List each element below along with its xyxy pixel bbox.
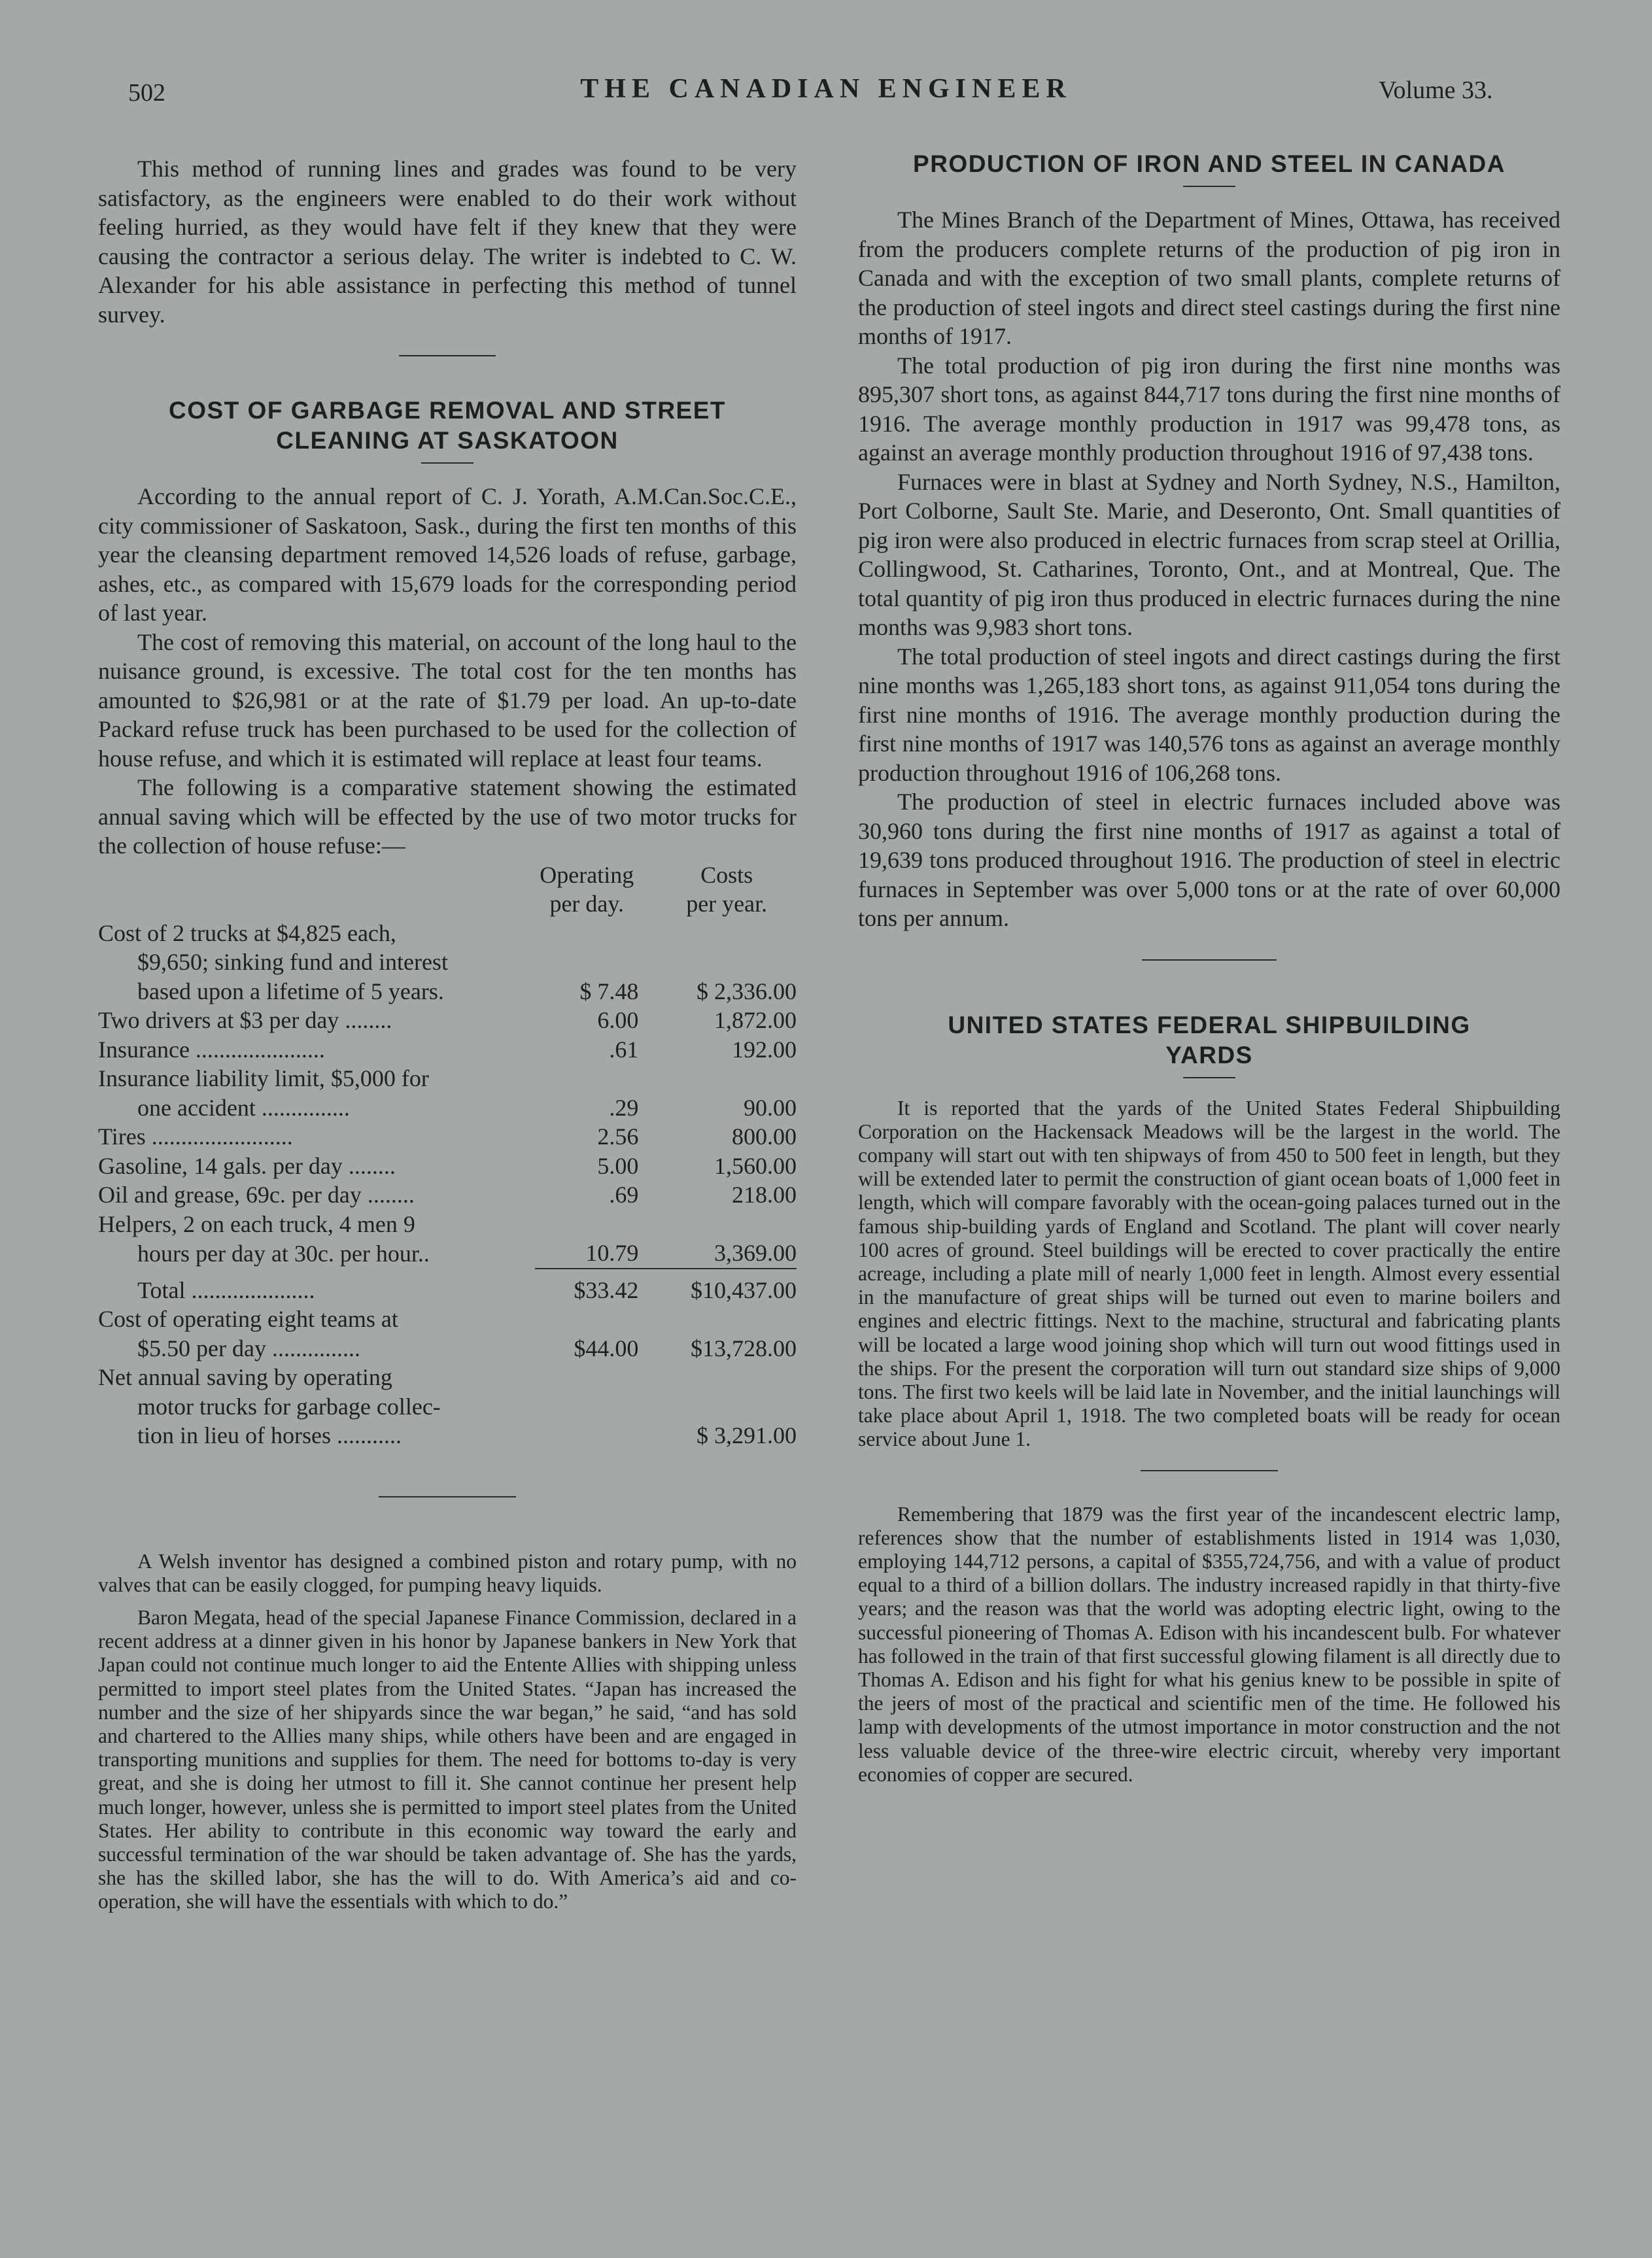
shipyards-title-line2: YARDS: [1165, 1041, 1253, 1069]
volume-label: Volume 33.: [1379, 77, 1493, 104]
garbage-para-2: The cost of removing this material, on account of the long haul to the nuisance ground, is excessive. The total cost for the ten months has amounted to $26,981 or at the rate of $1.79 per load. An up-to-date Packard refuse truck has been purchased to be used for the collection of house refuse, and which it is estimated will replace at least four teams.: [98, 628, 797, 772]
garbage-article-title: [98, 396, 797, 456]
row-label: hours per day at 30c. per hour..: [137, 1240, 430, 1267]
right-column: [858, 143, 1560, 1787]
section-divider: [399, 355, 496, 356]
journal-title: THE CANADIAN ENGINEER: [580, 74, 1072, 104]
col-header-costs: Costs: [700, 861, 753, 888]
garbage-para-1: According to the annual report of C. J. Yorath, A.M.Can.Soc.C.E., city commissioner of Saskatoon, Sask., during the first ten months of this year the cleansing department removed 14,526 loads of refuse, garbage, ashes, etc., as compared with 15,679 loads for the corresponding period of last year.: [98, 483, 797, 626]
col-header-per-year: per year.: [686, 891, 768, 917]
table-row: [98, 1122, 797, 1152]
cell-per-year: 3,369.00: [714, 1240, 797, 1266]
cell-per-day: .29: [609, 1094, 639, 1121]
cell-per-day: .69: [609, 1182, 639, 1208]
cell-per-year: 1,560.00: [714, 1152, 797, 1179]
row-label: Gasoline, 14 gals. per day ........: [98, 1152, 396, 1179]
iron-article-title: PRODUCTION OF IRON AND STEEL IN CANADA: [913, 150, 1506, 177]
shipyards-title-line1: UNITED STATES FEDERAL SHIPBUILDING: [948, 1011, 1471, 1038]
cell-per-year: $13,728.00: [691, 1335, 797, 1361]
cell-per-day: $44.00: [574, 1335, 639, 1361]
table-row: [98, 1392, 797, 1422]
table-header-row: [98, 889, 797, 919]
table-row: [98, 1334, 797, 1363]
section-divider: [1142, 959, 1277, 961]
row-label: motor trucks for garbage collec-: [137, 1393, 441, 1420]
table-row: [98, 1305, 797, 1334]
iron-para-5: The production of steel in electric furnaces included above was 30,960 tons during the first nine months of 1917 as against a total of 19,639 tons produced throughout 1916. The production of steel in electric furnaces in September was over 5,000 tons or at the rate of over 60,000 tons per annum.: [858, 789, 1560, 931]
iron-para-2: The total production of pig iron during the first nine months was 895,307 short tons, as against 844,717 tons during the first nine months of 1916. The average monthly production in 1917 was 99,478 tons, as against an average monthly production throughout 1916 of 97,438 tons.: [858, 352, 1560, 466]
megata-note: Baron Megata, head of the special Japanese Finance Commission, declared in a recent address at a dinner given in his honor by Japanese bankers in New York that Japan could not continue much longer to aid the Entente Allies with shipping unless permitted to import steel plates from the United States. “Japan has increased the number and the size of her shipyards since the war began,” he said, “and has sold and chartered to the Allies many ships, while others have been and are engaged in transporting munitions and supplies for them. The need for bottoms to-day is very great, and she is doing her utmost to fill it. She cannot continue her present help much longer, however, unless she is permitted to import steel plates from the United States. Her ability to contribute in this economic way toward the early and successful termination of the war should be taken advantage of. She has the yards, she has the skilled labor, she has the will to do. With America’s aid and co-operation, she will have the essentials with which to do.”: [98, 1605, 797, 1913]
row-label: Insurance liability limit, $5,000 for: [98, 1065, 429, 1091]
table-row: [98, 1152, 797, 1181]
table-row: [98, 1035, 797, 1065]
garbage-title-line2: CLEANING AT SASKATOON: [276, 427, 619, 454]
cell-per-year: 90.00: [744, 1094, 797, 1121]
iron-para-3: Furnaces were in blast at Sydney and North Sydney, N.S., Hamilton, Port Colborne, Sault Ste. Marie, and Deseronto, Ont. Small quantities of pig iron were also produced in electric furnaces from scrap steel at Orillia, Collingwood, St. Catharines, Toronto, Ont., and at Montreal, Que. The total quantity of pig iron thus produced in electric furnaces during the nine months was 9,983 short tons.: [858, 468, 1560, 640]
iron-para-1: The Mines Branch of the Department of Mines, Ottawa, has received from the producers complete returns of the production of pig iron in Canada and with the exception of two small plants, complete returns of the production of steel ingots and direct steel castings during the first nine months of 1917.: [858, 207, 1560, 349]
garbage-title-line1: COST OF GARBAGE REMOVAL AND STREET: [168, 397, 726, 424]
cell-per-year: 800.00: [732, 1123, 797, 1150]
title-rule: [1183, 1077, 1235, 1078]
row-label: Cost of operating eight teams at: [98, 1306, 398, 1332]
table-row: [98, 919, 797, 948]
iron-para-4: The total production of steel ingots and direct castings during the first nine months was 1,265,183 short tons, as against 911,054 tons during the first nine months of 1916. The average monthly production during the first nine months of 1917 was 140,576 tons as against an average monthly production throughout 1916 of 106,268 tons.: [858, 643, 1560, 786]
title-rule: [421, 462, 473, 464]
row-label: Tires ........................: [98, 1123, 293, 1150]
row-label: $9,650; sinking fund and interest: [137, 949, 448, 975]
shipyards-article-title: [858, 1010, 1560, 1070]
table-row: [98, 1006, 797, 1035]
left-column: [98, 143, 797, 1914]
table-row: [98, 1239, 797, 1269]
cell-per-year: 1,872.00: [714, 1007, 797, 1033]
row-label: Helpers, 2 on each truck, 4 men 9: [98, 1210, 415, 1237]
tunnel-survey-conclusion: This method of running lines and grades was found to be very satisfactory, as the engineers were enabled to do their work without feeling hurried, as they would have felt if they knew that they were causing the contractor a serious delay. The writer is indebted to C. W. Alexander for his able assistance in perfecting this method of tunnel survey.: [98, 156, 797, 328]
row-label: Oil and grease, 69c. per day ........: [98, 1182, 415, 1208]
cell-per-year: $ 2,336.00: [697, 978, 797, 1004]
table-header-row: [98, 861, 797, 890]
cell-per-day: .61: [609, 1036, 639, 1063]
table-row: [98, 1180, 797, 1210]
row-label: tion in lieu of horses ...........: [137, 1422, 402, 1448]
table-row-total: [98, 1269, 797, 1305]
section-divider: [1141, 1470, 1278, 1471]
running-head: [0, 73, 1652, 112]
cell-per-day: 10.79: [585, 1240, 639, 1266]
table-row: [98, 977, 797, 1006]
row-label: based upon a lifetime of 5 years.: [137, 978, 444, 1004]
row-label: Two drivers at $3 per day ........: [98, 1007, 392, 1033]
table-row: [98, 948, 797, 977]
table-row: [98, 1421, 797, 1450]
edison-note: Remembering that 1879 was the first year of the incandescent electric lamp, references show that the number of establishments listed in 1914 was 1,030, employing 144,712 persons, a capital of $355,724,756, and with a value of product equal to a third of a billion dollars. The industry increased rapidly in that thirty-five years; and the reason was that the world was adopting electric light, owing to the successful pioneering of Thomas A. Edison with his incandescent bulb. For whatever has followed in the train of that first successful glowing filament is all directly due to Thomas A. Edison and his fight for what his genius knew to be possible in spite of the jeers of most of the practical and scientific men of the time. He followed his lamp with developments of the utmost importance in motor construction and the not less valuable device of the three-wire electric circuit, whereby very important economies of copper are secured.: [858, 1502, 1560, 1786]
cell-per-year: 192.00: [732, 1036, 797, 1063]
table-row: [98, 1210, 797, 1239]
cell-per-day: 5.00: [597, 1152, 639, 1179]
row-label: $5.50 per day ...............: [137, 1335, 360, 1361]
total-label: Total .....................: [137, 1276, 315, 1303]
cell-per-day: 6.00: [597, 1007, 639, 1033]
row-label: one accident ...............: [137, 1094, 350, 1121]
comparative-statement-table: [98, 861, 797, 1450]
row-label: Cost of 2 trucks at $4,825 each,: [98, 919, 396, 946]
net-saving-per-year: $ 3,291.00: [697, 1422, 797, 1448]
row-label: Insurance ......................: [98, 1036, 325, 1063]
welsh-pump-note: A Welsh inventor has designed a combined piston and rotary pump, with no valves that can be easily clogged, for pumping heavy liquids.: [98, 1549, 797, 1596]
col-header-per-day: per day.: [549, 891, 625, 917]
cell-per-year: 218.00: [732, 1182, 797, 1208]
cell-per-day: 2.56: [597, 1123, 639, 1150]
table-row: [98, 1064, 797, 1093]
shipyards-para: It is reported that the yards of the United States Federal Shipbuilding Corporation on the Hackensack Meadows will be the largest in the world. The company will start out with ten shipways of from 450 to 500 feet in length, but they will be extended later to permit the construction of giant ocean boats of 1,000 feet in length, which will compare favorably with the ocean-going palaces turned out in the famous ship-building yards of England and Scotland. The plant will cover nearly 100 acres of ground. Steel buildings will be erected to cover practically the entire acreage, including a plate mill of nearly 1,000 feet in length. Almost every essential in the manufacture of great ships will be turned out even to marine boilers and engines and electric fittings. Next to the machine, structural and fabricating plants will be located a large wood joining shop which will turn out wood fittings used in the ships. For the present the corporation will turn out standard size ships of 9,000 tons. The first two keels will be laid late in November, and the initial launchings will take place about April 1, 1918. The two completed boats will be ready for ocean service about June 1.: [858, 1096, 1560, 1451]
title-rule: [1183, 186, 1235, 187]
cell-per-day: $ 7.48: [579, 978, 639, 1004]
table-row: [98, 1363, 797, 1392]
col-header-operating: Operating: [540, 861, 634, 888]
page-number: 502: [128, 79, 165, 107]
row-label: Net annual saving by operating: [98, 1364, 392, 1390]
table-row: [98, 1093, 797, 1123]
total-per-day: $33.42: [535, 1269, 657, 1305]
section-divider: [379, 1496, 516, 1497]
garbage-para-3: The following is a comparative statement showing the estimated annual saving which will be effected by the use of two motor trucks for the collection of house refuse:—: [98, 774, 797, 859]
total-per-year: $10,437.00: [657, 1269, 797, 1305]
